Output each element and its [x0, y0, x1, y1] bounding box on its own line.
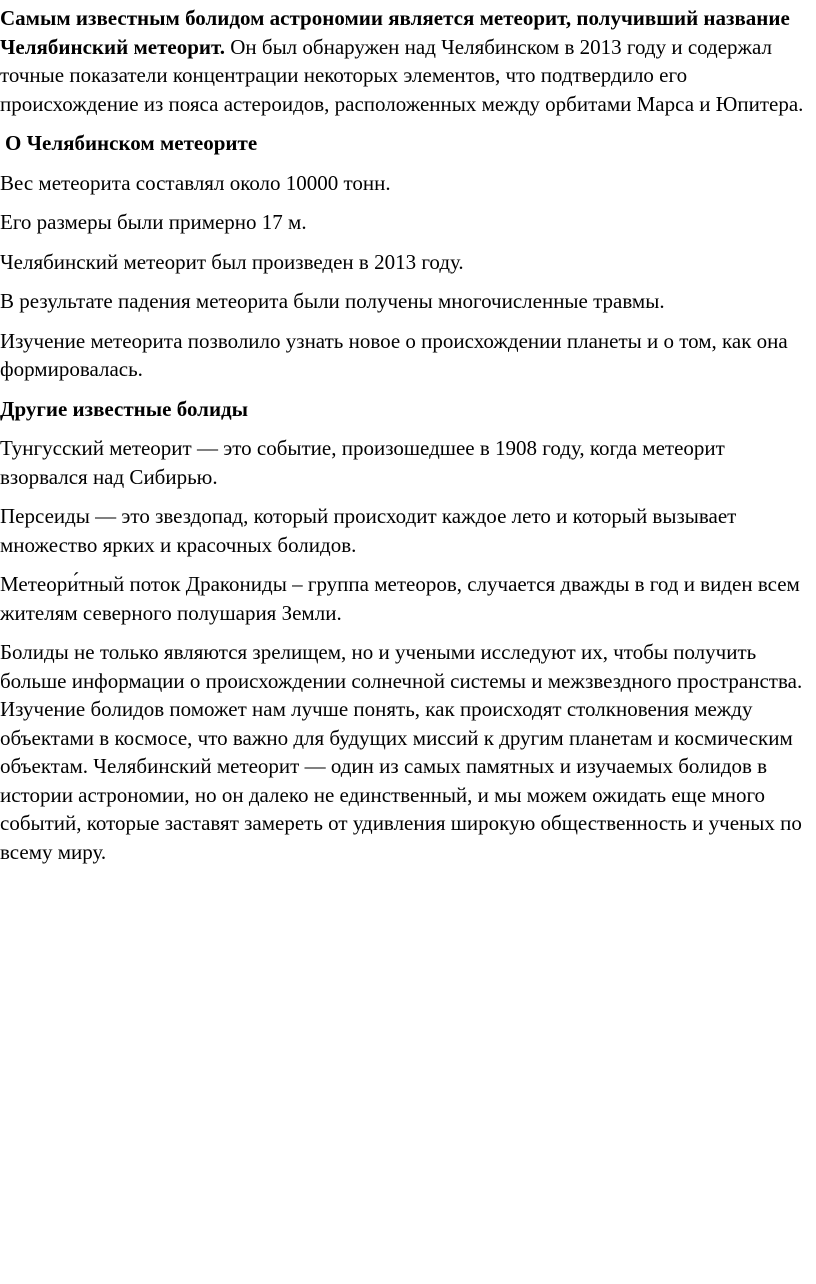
intro-paragraph: [0, 4, 812, 118]
section-heading-other-bolides: Другие известные болиды: [0, 396, 249, 421]
intro-text: Он был обнаружен над Челябинском в 2013 году и содержал точные показатели концентрации некоторых элементов, что подтвердило его происхождение из пояса астероидов, расположенных между орбитами Марса и Юпитера.: [0, 34, 804, 116]
paragraph-study: Изучение метеорита позволило узнать новое о происхождении планеты и о том, как она формировалась.: [0, 328, 788, 381]
paragraph-tunguska: Тунгусский метеорит — это событие, произошедшее в 1908 году, когда метеорит взорвался над Сибирью.: [0, 436, 725, 489]
intro-bold-text: Самым известным болидом астрономии является метеорит, получивший название Челябинский метеорит.: [0, 6, 790, 59]
paragraph-conclusion: Болиды не только являются зрелищем, но и учеными исследуют их, чтобы получить больше информации о происхождении солнечной системы и межзвездного пространства. Изучение болидов поможет нам лучше понять, как происходят столкновения между объектами в космосе, что важно для будущих миссий к другим планетам и космическим объектам. Челябинский метеорит — один из самых памятных и изучаемых болидов в истории астрономии, но он далеко не единственный, и мы можем ожидать еще много событий, которые заставят замереть от удивления широкую общественность и ученых по всему миру.: [0, 640, 803, 864]
paragraph-injuries: В результате падения метеорита были получены многочисленные травмы.: [0, 289, 665, 313]
section-heading-chelyabinsk: О Челябинском метеорите: [5, 131, 258, 155]
paragraph-year: Челябинский метеорит был произведен в 2013 году.: [0, 249, 464, 274]
paragraph-weight: Вес метеорита составлял около 10000 тонн.: [0, 170, 391, 195]
paragraph-size: Его размеры были примерно 17 м.: [0, 210, 307, 234]
paragraph-draconids: Метеори́тный поток Дракониды – группа метеоров, случается дважды в год и виден всем жителям северного полушария Земли.: [0, 572, 800, 625]
paragraph-perseids: Персеиды — это звездопад, который происходит каждое лето и который вызывает множество ярких и красочных болидов.: [0, 504, 737, 557]
